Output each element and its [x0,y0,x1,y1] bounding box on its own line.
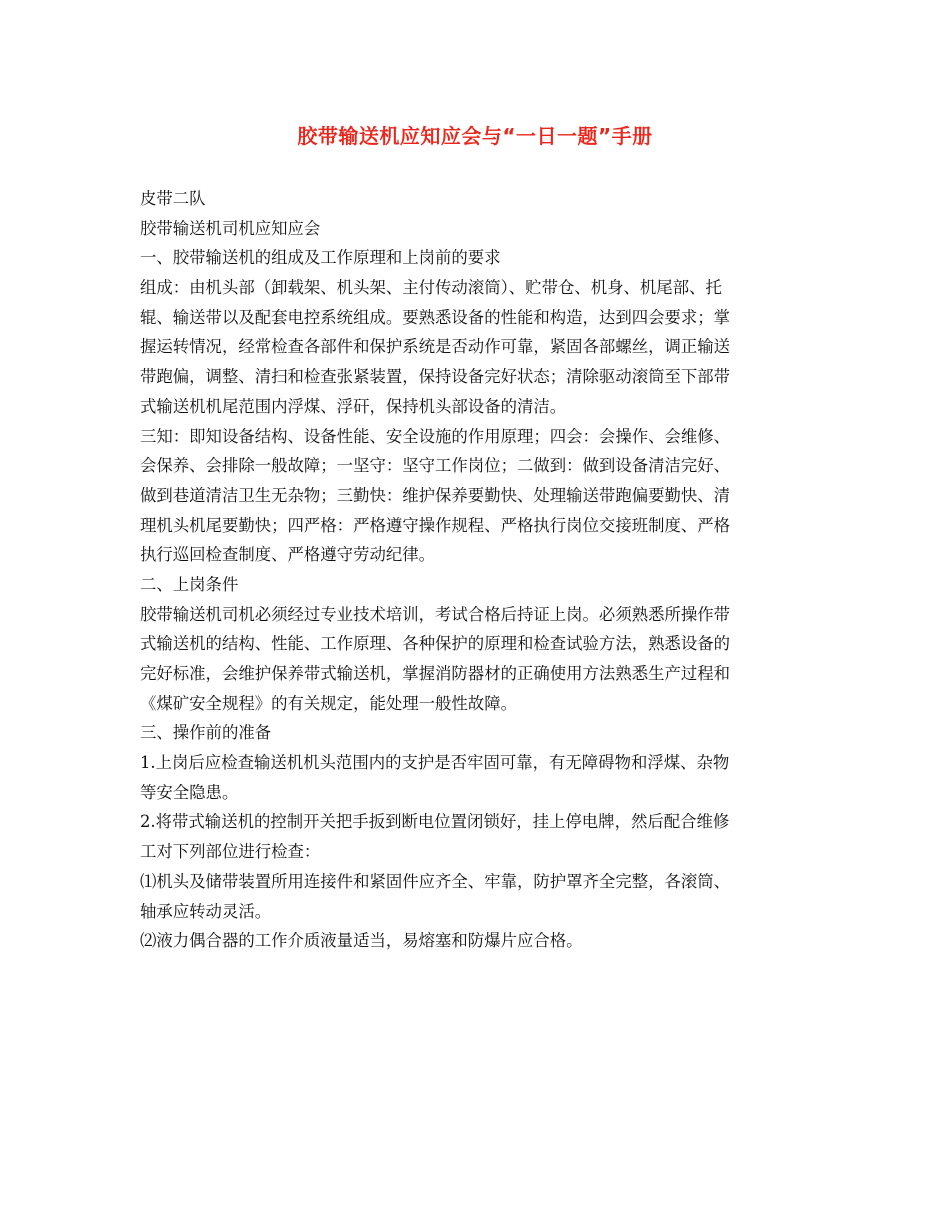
paragraph-line: 式输送机的结构、性能、工作原理、各种保护的原理和检查试验方法，熟悉设备的 [140,634,731,654]
section-heading-2: 二、上岗条件 [140,574,239,594]
paragraph-line: 理机头机尾要勤快；四严格：严格遵守操作规程、严格执行岗位交接班制度、严格 [140,515,731,535]
paragraph-line: 带跑偏，调整、清扫和检查张紧装置，保持设备完好状态；清除驱动滚筒至下部带 [140,367,731,387]
section-heading-3: 三、操作前的准备 [140,723,272,743]
paragraph-line: 组成：由机头部（卸载架、机头架、主付传动滚筒）、贮带仓、机身、机尾部、托 [140,278,722,298]
list-item-line: ⑵液力偶合器的工作介质液量适当，易熔塞和防爆片应合格。 [140,931,583,951]
paragraph-line: 会保养、会排除一般故障；一坚守：坚守工作岗位；二做到：做到设备清洁完好、 [140,456,731,476]
paragraph-line: 完好标准，会维护保养带式输送机，掌握消防器材的正确使用方法熟悉生产过程和 [140,664,731,683]
list-item-line: 等安全隐患。 [140,782,239,802]
subtitle-line: 胶带输送机司机应知应会 [140,218,321,238]
department-line: 皮带二队 [140,189,206,208]
document-body [140,184,820,956]
paragraph-line: 握运转情况，经常检查各部件和保护系统是否动作可靠，紧固各部螺丝，调正输送 [140,337,731,357]
paragraph-line: 执行巡回检查制度、严格遵守劳动纪律。 [140,545,436,565]
list-item-line: 2.将带式输送机的控制开关把手扳到断电位置闭锁好，挂上停电牌，然后配合维修 [140,812,730,832]
paragraph-line: 三知：即知设备结构、设备性能、安全设施的作用原理；四会：会操作、会维修、 [140,426,731,446]
list-item-line: 1.上岗后应检查输送机机头范围内的支护是否牢固可靠，有无障碍物和浮煤、杂物 [140,753,730,773]
list-item-line: 工对下列部位进行检查： [140,842,321,862]
paragraph-line: 辊、输送带以及配套电控系统组成。要熟悉设备的性能和构造，达到四会要求；掌 [140,307,731,327]
paragraph-line: 式输送机机尾范围内浮煤、浮矸，保持机头部设备的清洁。 [140,396,567,416]
list-item-line: ⑴机头及储带装置所用连接件和紧固件应齐全、牢靠，防护罩齐全完整，各滚筒、 [140,871,731,891]
list-item-line: 轴承应转动灵活。 [140,901,272,921]
paragraph-line: 《煤矿安全规程》的有关规定，能处理一般性故障。 [140,693,517,713]
paragraph-line: 做到巷道清洁卫生无杂物；三勤快：维护保养要勤快、处理输送带跑偏要勤快、清 [140,485,731,505]
paragraph-line: 胶带输送机司机必须经过专业技术培训，考试合格后持证上岗。必须熟悉所操作带 [140,604,731,624]
section-heading-1: 一、胶带输送机的组成及工作原理和上岗前的要求 [140,248,501,268]
document-title: 胶带输送机应知应会与“一日一题”手册 [297,124,653,148]
